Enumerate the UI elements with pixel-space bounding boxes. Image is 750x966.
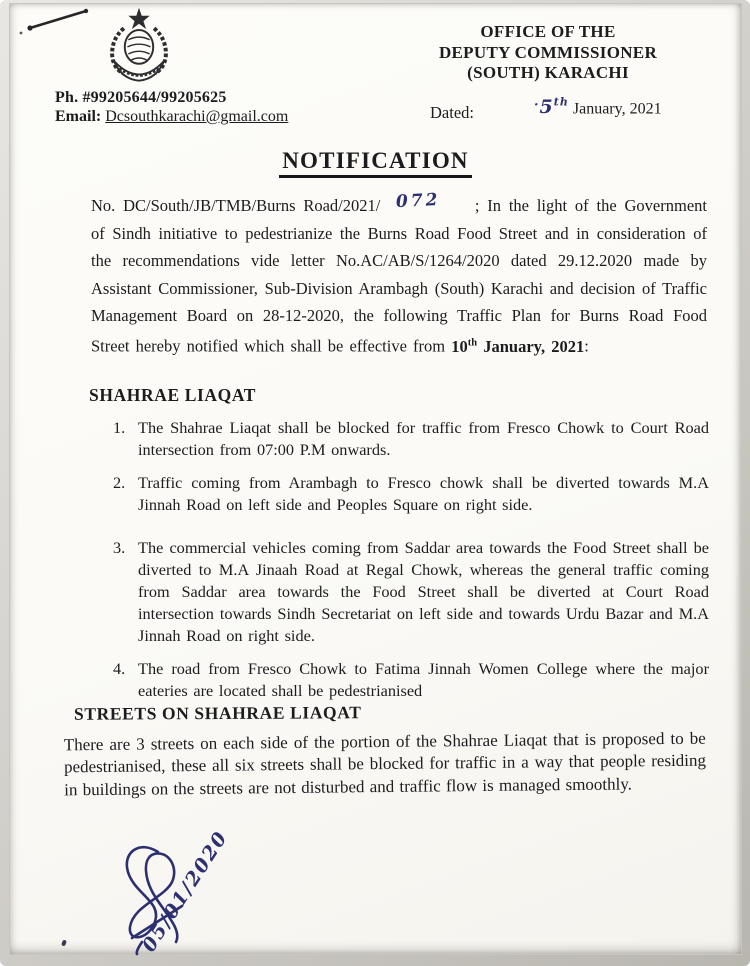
intro-body: ; In the light of the Government of Sindh initiative to pedestrianize the Burns Road Food Street and in consideration of the recommendations vide letter No.AC/AB/S/1264/2020 dated 29.12.2020 made by Assistant Commissioner, Sub-Division Arambagh (South) Karachi and decision of Traffic Management Board on 28-12-2020, the following Traffic Plan for Burns Road Food Street hereby notified which shall be effective from — [91, 196, 707, 356]
list-item-number: 4. — [113, 659, 126, 678]
list-item-text: The Shahrae Liaqat shall be blocked for traffic from Fresco Chowk to Court Road intersection from 07:00 P.M onwards. — [138, 418, 709, 459]
phone-label: Ph. — [55, 89, 79, 106]
list-item — [89, 537, 709, 647]
list-item-text: The road from Fresco Chowk to Fatima Jinnah Women College where the major eateries are located shall be pedestrianised — [138, 659, 709, 700]
dated-value — [534, 96, 662, 118]
handwritten-reference-number: 072 — [395, 189, 442, 213]
list-item-number: 1. — [113, 418, 126, 437]
section-heading: SHAHRAE LIAQAT — [89, 385, 257, 405]
email-address: Dcsouthkarachi@gmail.com — [105, 108, 289, 125]
dated-month-year: January, 2021 — [572, 100, 662, 118]
office-line-3: (SOUTH) KARACHI — [467, 63, 629, 82]
list-item-text: The commercial vehicles coming from Saddar area towards the Food Street shall be diverted to M.A Jinaah Road at Regal Chowk, whereas the general traffic coming from Saddar area towards the Food Street shall be diverted at Court Road intersection towards Sindh Secretariat on left side and towards Urdu Bazar and M.A Jinnah Road on right side. — [138, 538, 709, 645]
streets-paragraph: There are 3 streets on each side of the portion of the Shahrae Liaqat that is proposed to be pedestrianised, these all six streets shall be blocked for traffic in a way that people residing in buildings on the streets are not disturbed and traffic flow is managed smoothly. — [63, 728, 707, 800]
contact-block — [55, 88, 288, 126]
ink-speck — [61, 939, 67, 946]
office-line-2: DEPUTY COMMISSIONER — [438, 42, 658, 62]
email-line — [55, 107, 288, 126]
reference-number: No. DC/South/JB/TMB/Burns Road/2021/ — [91, 196, 381, 215]
intro-paragraph — [91, 189, 707, 360]
list-item-number: 2. — [113, 473, 126, 492]
section-shahrae-liaqat — [89, 385, 709, 702]
email-label: Email: — [55, 108, 102, 125]
office-header — [383, 22, 713, 84]
phone-number: #99205644/99205625 — [82, 89, 227, 106]
pen-mark-icon — [18, 6, 98, 36]
handwritten-signature-date: 05/01/2020 — [138, 826, 233, 956]
list-item — [89, 658, 709, 702]
list-item — [89, 472, 709, 516]
effective-date: 10th January, 2021 — [451, 336, 585, 356]
document-title: NOTIFICATION — [279, 148, 472, 178]
list-item — [89, 417, 709, 461]
star-icon — [128, 8, 149, 29]
phone-line — [55, 88, 288, 107]
document-page — [9, 3, 742, 955]
list-item-text: Traffic coming from Arambagh to Fresco chowk shall be diverted towards M.A Jinnah Road on left side and Peoples Square on right side. — [138, 473, 709, 514]
sindh-government-emblem-icon — [94, 6, 184, 86]
handwritten-day: ·5th — [534, 96, 569, 119]
list-item-number: 3. — [113, 538, 126, 557]
intro-terminator: : — [584, 336, 589, 356]
dated-label: Dated: — [430, 103, 474, 122]
title-row — [10, 148, 741, 178]
section-heading-streets: STREETS ON SHAHRAE LIAQAT — [73, 702, 362, 724]
office-line-1: OFFICE OF THE — [480, 22, 616, 41]
